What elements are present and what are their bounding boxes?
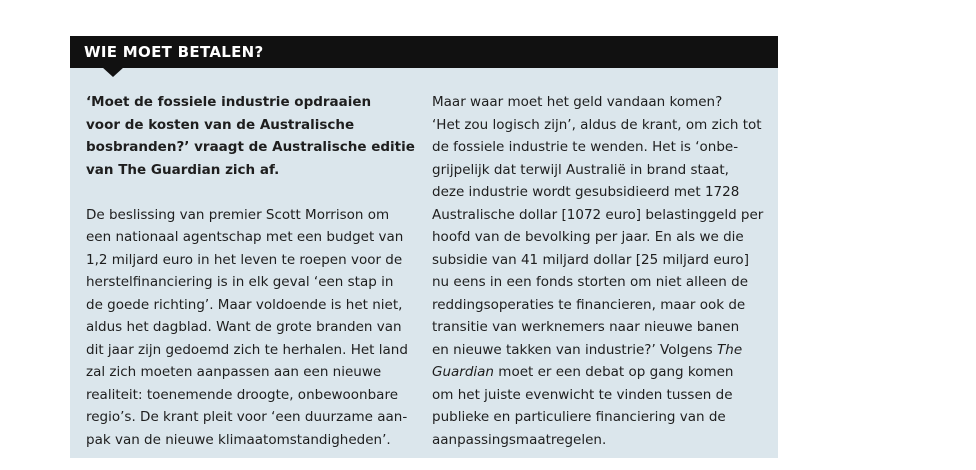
body-line: pak van de nieuwe klimaatomstandigheden’. (86, 431, 391, 448)
body-line: aanpassingsmaatregelen. (432, 431, 607, 448)
lead-line: van The Guardian zich af. (86, 161, 280, 178)
body-line: aldus het dagblad. Want de grote branden van (86, 319, 402, 335)
body-line: subsidie van 41 miljard dollar [25 miljard euro] (432, 251, 749, 268)
left-column (86, 91, 416, 451)
body-line: hoofd van de bevolking per jaar. En als we die (432, 229, 744, 245)
right-column (432, 91, 768, 451)
italic-guardian: Guardian (432, 364, 494, 380)
body-line: zal zich moeten aanpassen aan een nieuwe (86, 364, 382, 380)
body-line (432, 339, 768, 362)
lead-line: bosbranden?’ vraagt de Australische editie (86, 139, 415, 155)
lead-line: ‘Moet de fossiele industrie opdraaien (86, 94, 372, 110)
box-header (70, 36, 778, 68)
paragraph-spacer (86, 181, 416, 204)
body-line: de fossiele industrie te wenden. Het is ‘onbe- (432, 139, 739, 155)
body-line: 1,2 miljard euro in het leven te roepen voor de (86, 251, 403, 268)
body-line: Maar waar moet het geld vandaan komen? (432, 94, 723, 110)
lead-line: voor de kosten van de Australische (86, 116, 355, 133)
body-line: om het juiste evenwicht te vinden tussen de (432, 386, 733, 403)
body-line: nu eens in een fonds storten om niet alleen de (432, 274, 749, 290)
body-line: herstelfinanciering is in elk geval ‘een stap in (86, 274, 394, 290)
body-line: ‘Het zou logisch zijn’, aldus de krant, om zich tot (432, 116, 762, 133)
body-line: grijpelijk dat terwijl Australië in brand staat, (432, 161, 729, 178)
body-line: reddingsoperaties te financieren, maar ook de (432, 296, 746, 313)
italic-the: The (717, 341, 743, 358)
body-line: transitie van werknemers naar nieuwe banen (432, 319, 740, 335)
left-body-paragraph (86, 204, 416, 452)
body-line: regio’s. De krant pleit voor ‘een duurzame aan- (86, 409, 408, 425)
lead-paragraph (86, 91, 416, 181)
body-line: deze industrie wordt gesubsidieerd met 1728 (432, 184, 740, 200)
body-line: de goede richting’. Maar voldoende is het niet, (86, 296, 403, 313)
body-line: Australische dollar [1072 euro] belastinggeld per (432, 206, 764, 223)
body-line-text: en nieuwe takken van industrie?’ Volgens (432, 341, 713, 358)
box-title: WIE MOET BETALEN? (84, 43, 264, 61)
header-pointer (102, 67, 124, 77)
body-line: publieke en particuliere financiering van de (432, 409, 726, 425)
body-line: dit jaar zijn gedoemd zich te herhalen. Het land (86, 341, 408, 358)
body-line-text: moet er een debat op gang komen (498, 364, 734, 380)
body-line: realiteit: toenemende droogte, onbewoonbare (86, 386, 399, 403)
sidebar-box (70, 36, 778, 458)
body-line: een nationaal agentschap met een budget van (86, 229, 404, 245)
body-line (432, 361, 768, 384)
body-line: De beslissing van premier Scott Morrison om (86, 206, 390, 223)
